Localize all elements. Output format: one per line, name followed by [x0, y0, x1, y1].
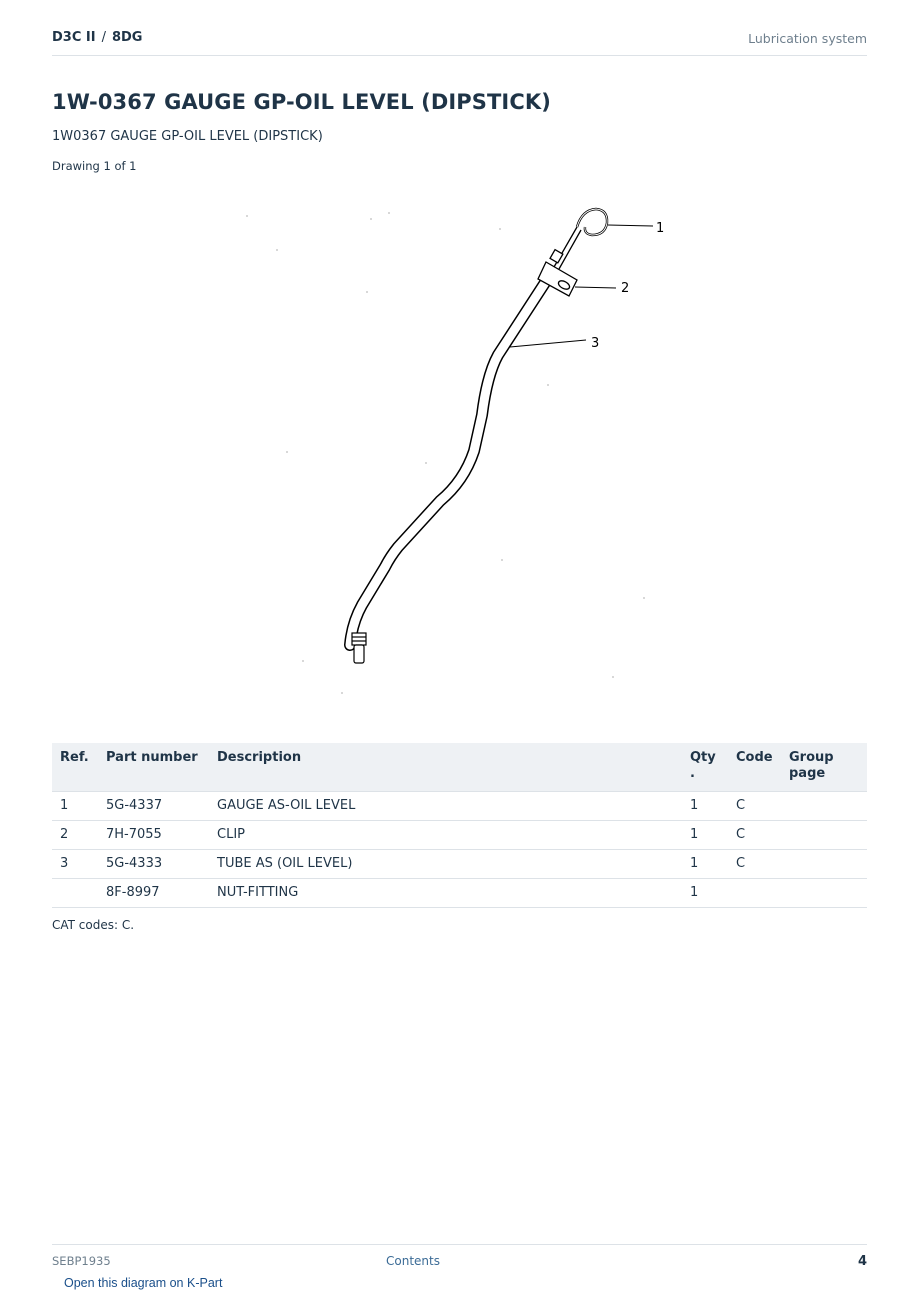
header-code: Code	[728, 743, 781, 792]
callout-1: 1	[656, 221, 665, 236]
cell-group-page	[781, 821, 867, 850]
cell-qty: 1	[682, 792, 728, 821]
cell-ref: 2	[52, 821, 98, 850]
header-description: Description	[209, 743, 682, 792]
parts-table	[52, 743, 867, 908]
cell-code: C	[728, 821, 781, 850]
header-qty-line1: Qty	[690, 750, 716, 765]
breadcrumb-separator: /	[101, 30, 106, 45]
cell-code: C	[728, 850, 781, 879]
cell-ref: 3	[52, 850, 98, 879]
cat-codes-note: CAT codes: C.	[52, 918, 135, 932]
dipstick-tube-drawing	[350, 275, 550, 645]
callout-leaders	[510, 225, 653, 347]
cell-part-number: 8F-8997	[98, 879, 209, 908]
dipstick-gauge-rod	[550, 209, 607, 269]
callout-3: 3	[591, 336, 600, 351]
cell-group-page	[781, 850, 867, 879]
callout-leader-1	[608, 225, 653, 226]
open-in-kpart-link[interactable]: Open this diagram on K-Part	[64, 1276, 223, 1290]
cell-part-number: 5G-4333	[98, 850, 209, 879]
page-subtitle: 1W0367 GAUGE GP-OIL LEVEL (DIPSTICK)	[52, 129, 323, 144]
table-row	[52, 792, 867, 821]
cell-ref	[52, 879, 98, 908]
header-part-number: Part number	[98, 743, 209, 792]
cell-description: TUBE AS (OIL LEVEL)	[209, 850, 682, 879]
document-id: SEBP1935	[52, 1254, 111, 1268]
header-qty-line2: .	[690, 766, 695, 781]
cell-ref: 1	[52, 792, 98, 821]
breadcrumb-model: D3C II	[52, 30, 96, 45]
cell-part-number: 7H-7055	[98, 821, 209, 850]
callout-2: 2	[621, 281, 630, 296]
header-qty	[682, 743, 728, 792]
header-group-line1: Group	[789, 750, 834, 765]
cell-description: CLIP	[209, 821, 682, 850]
cell-qty: 1	[682, 879, 728, 908]
breadcrumb-serial-prefix: 8DG	[111, 30, 143, 45]
callout-leader-3	[510, 340, 586, 347]
page-title: 1W-0367 GAUGE GP-OIL LEVEL (DIPSTICK)	[52, 90, 551, 114]
table-row	[52, 821, 867, 850]
cell-group-page	[781, 879, 867, 908]
table-row	[52, 879, 867, 908]
cell-description: NUT-FITTING	[209, 879, 682, 908]
cell-description: GAUGE AS-OIL LEVEL	[209, 792, 682, 821]
cell-qty: 1	[682, 850, 728, 879]
page-header	[52, 28, 867, 56]
callout-leader-2	[575, 287, 616, 288]
bottom-fitting-nut	[352, 633, 366, 663]
cell-code: C	[728, 792, 781, 821]
page-footer	[52, 1244, 867, 1275]
header-ref: Ref.	[52, 743, 98, 792]
table-header-row	[52, 743, 867, 792]
header-group-page	[781, 743, 867, 792]
page-number: 4	[857, 1254, 867, 1269]
section-name: Lubrication system	[748, 31, 867, 46]
drawing-label: Drawing 1 of 1	[52, 159, 137, 173]
cell-group-page	[781, 792, 867, 821]
parts-diagram	[230, 195, 690, 705]
cell-part-number: 5G-4337	[98, 792, 209, 821]
table-row	[52, 850, 867, 879]
cell-code	[728, 879, 781, 908]
breadcrumb	[52, 30, 142, 45]
scan-specks	[246, 212, 644, 693]
header-group-line2: page	[789, 766, 826, 781]
cell-qty: 1	[682, 821, 728, 850]
contents-link[interactable]: Contents	[386, 1254, 440, 1268]
